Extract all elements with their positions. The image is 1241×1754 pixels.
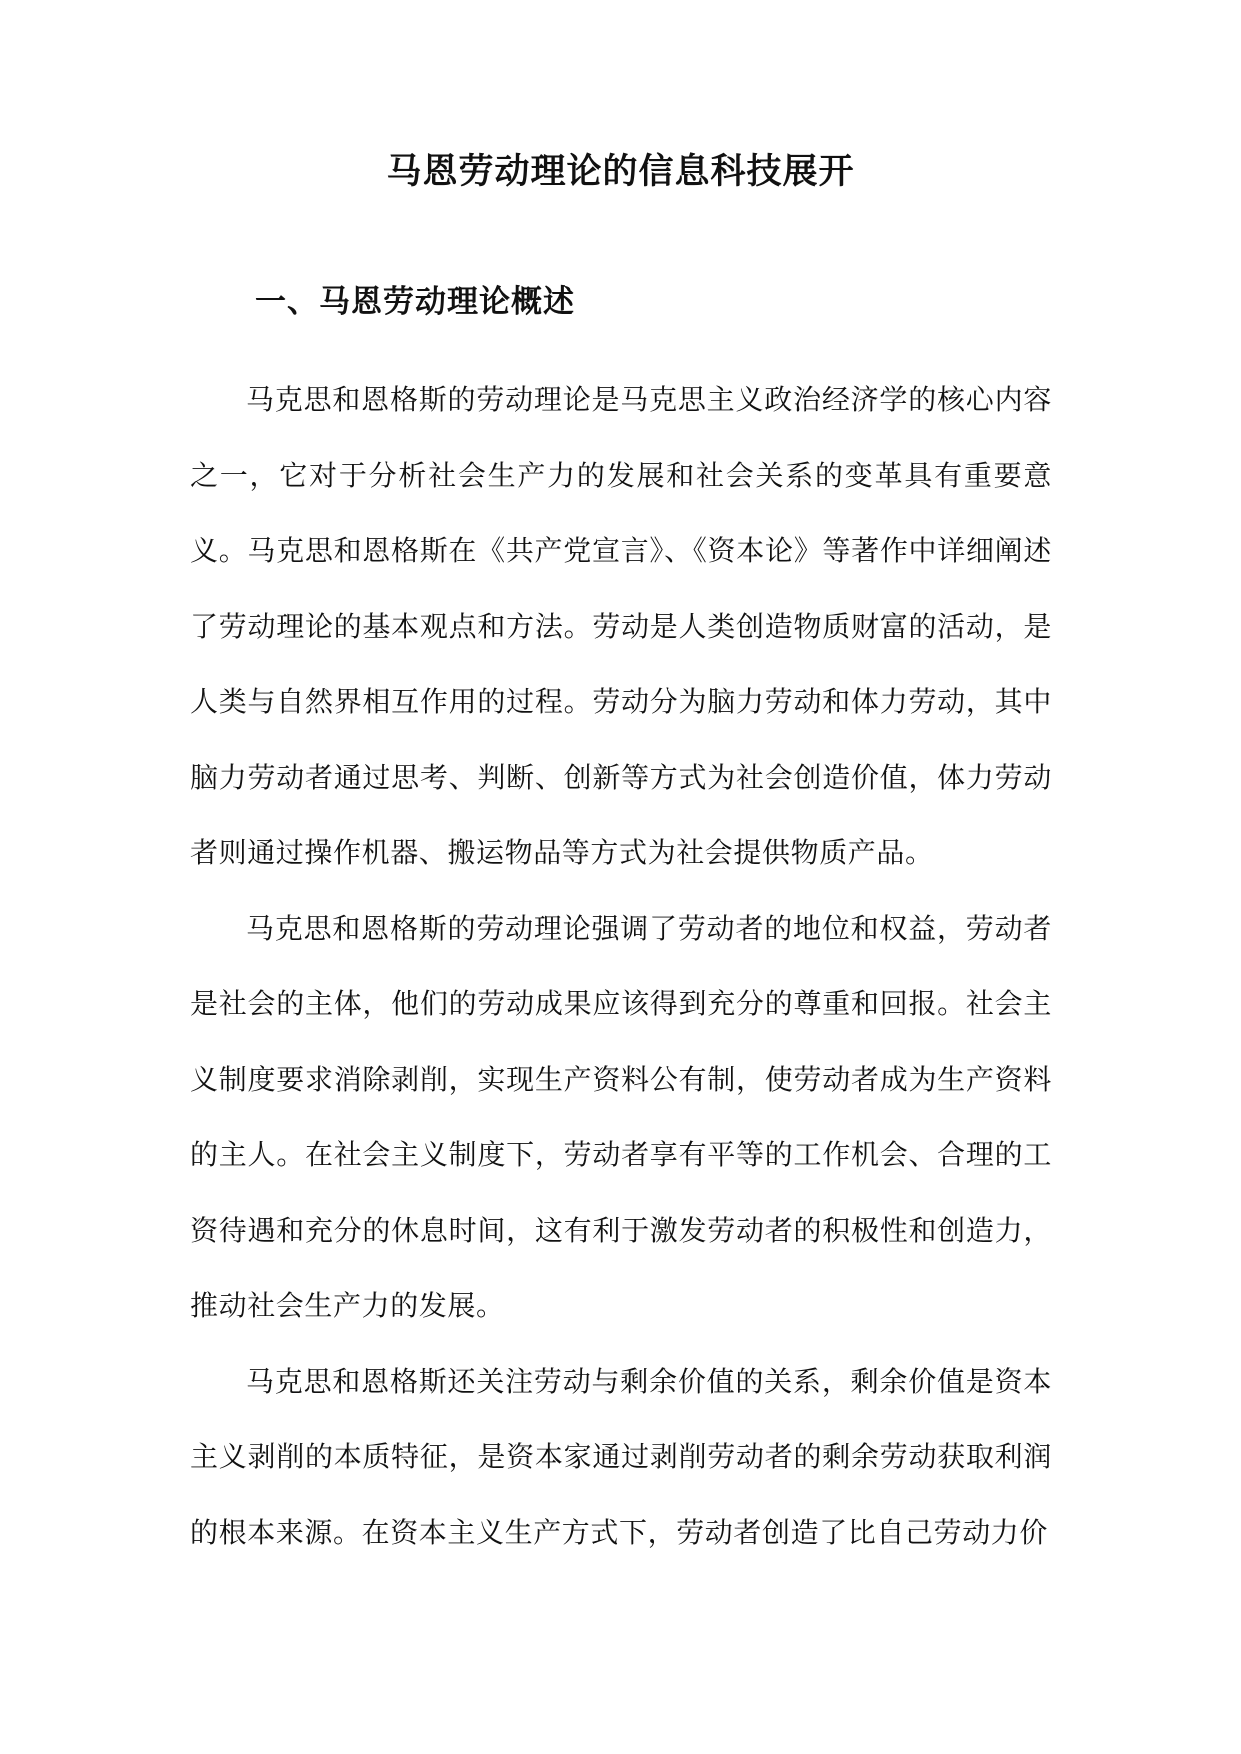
paragraph-1: 马克思和恩格斯的劳动理论是马克思主义政治经济学的核心内容之一，它对于分析社会生产力的发展和社会关系的变革具有重要意义。马克思和恩格斯在《共产党宣言》、《资本论》等著作中详细阐述了劳动理论的基本观点和方法。劳动是人类创造物质财富的活动，是人类与自然界相互作用的过程。劳动分为脑力劳动和体力劳动，其中脑力劳动者通过思考、判断、创新等方式为社会创造价值，体力劳动者则通过操作机器、搬运物品等方式为社会提供物质产品。 [190, 383, 1052, 869]
section-body [190, 362, 1052, 1570]
section-heading: 一、马恩劳动理论概述 [255, 284, 575, 320]
document-title: 马恩劳动理论的信息科技展开 [386, 151, 855, 192]
paragraph-2: 马克思和恩格斯的劳动理论强调了劳动者的地位和权益，劳动者是社会的主体，他们的劳动成果应该得到充分的尊重和回报。社会主义制度要求消除剥削，实现生产资料公有制，使劳动者成为生产资料的主人。在社会主义制度下，劳动者享有平等的工作机会、合理的工资待遇和充分的休息时间，这有利于激发劳动者的积极性和创造力，推动社会生产力的发展。 [190, 911, 1052, 1322]
paragraph-3: 马克思和恩格斯还关注劳动与剩余价值的关系，剩余价值是资本主义剥削的本质特征，是资本家通过剥削劳动者的剩余劳动获取利润的根本来源。在资本主义生产方式下，劳动者创造了比自己劳动力价 [190, 1364, 1052, 1549]
